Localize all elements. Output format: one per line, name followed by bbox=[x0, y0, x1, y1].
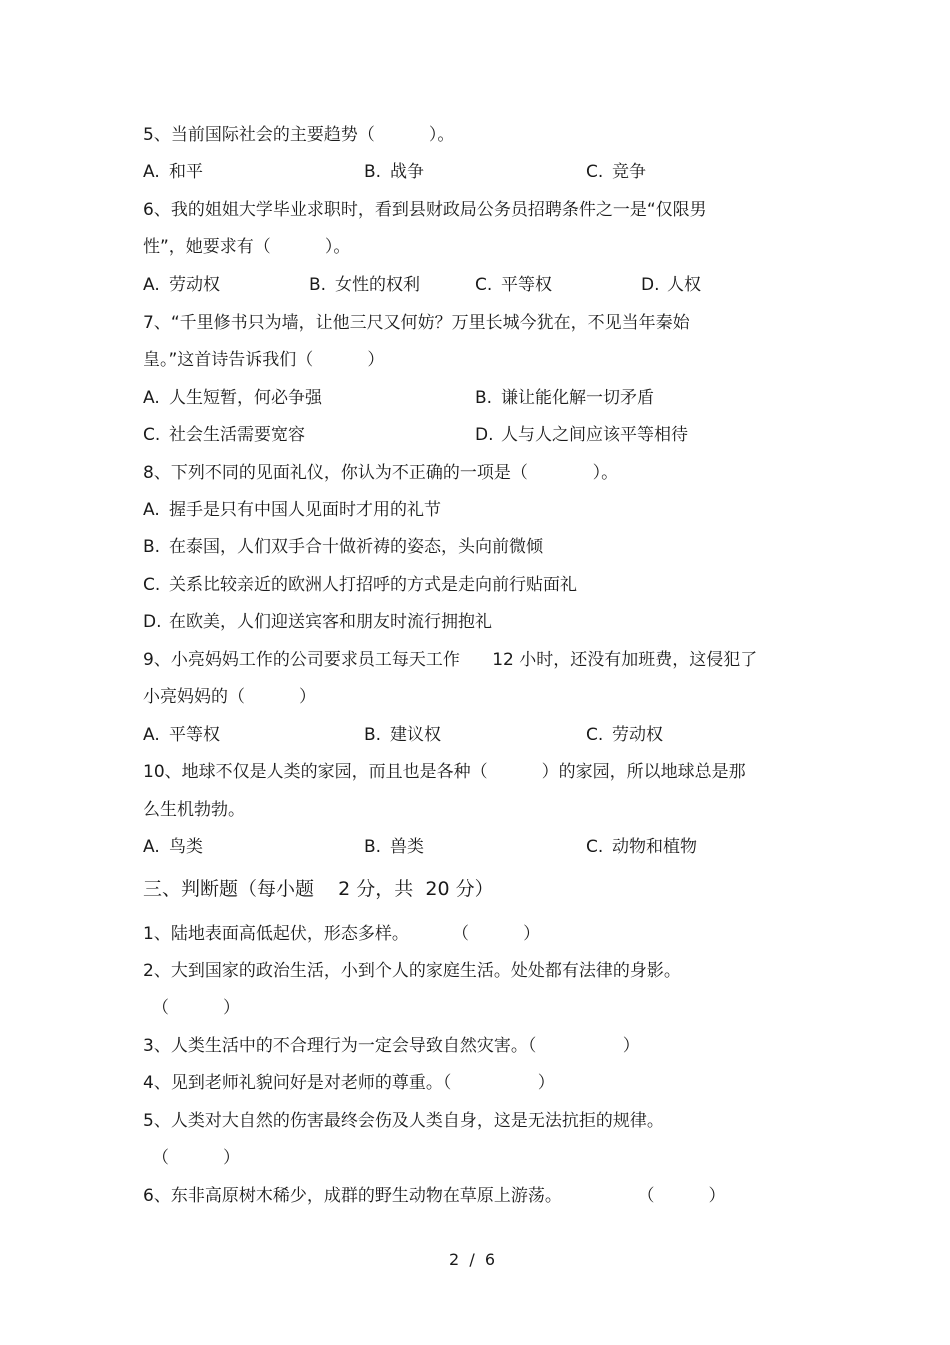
judgement-item-3: 3、人类生活中的不合理行为一定会导致自然灾害。（ ） bbox=[143, 1036, 640, 1056]
q9-option-b: B. 建议权 bbox=[364, 725, 441, 745]
judgement-item-2: 2、大到国家的政治生活，小到个人的家庭生活。处处都有法律的身影。 bbox=[143, 961, 681, 981]
q7-option-b: B. 谦让能化解一切矛盾 bbox=[475, 388, 654, 408]
q9-option-a: A. 平等权 bbox=[143, 725, 220, 745]
q8-option-b: B. 在泰国，人们双手合十做祈祷的姿态，头向前微倾 bbox=[143, 537, 543, 557]
question-10-line-2: 么生机勃勃。 bbox=[143, 800, 245, 820]
question-6-line-2: 性”，她要求有（ ）。 bbox=[143, 237, 351, 257]
q7-option-d: D. 人与人之间应该平等相待 bbox=[475, 425, 688, 445]
judgement-item-5: 5、人类对大自然的伤害最终会伤及人类自身，这是无法抗拒的规律。 bbox=[143, 1111, 664, 1131]
question-9-line-2: 小亮妈妈的（ ） bbox=[143, 687, 317, 707]
q8-option-d: D. 在欧美，人们迎送宾客和朋友时流行拥抱礼 bbox=[143, 612, 492, 632]
question-5: 5、当前国际社会的主要趋势（ ）。 bbox=[143, 125, 455, 145]
question-8: 8、下列不同的见面礼仪，你认为不正确的一项是（ ）。 bbox=[143, 463, 619, 483]
q6-option-c: C. 平等权 bbox=[475, 275, 552, 295]
q6-option-d: D. 人权 bbox=[641, 275, 701, 295]
judgement-item-4: 4、见到老师礼貌问好是对老师的尊重。（ ） bbox=[143, 1073, 555, 1093]
judgement-item-5-blank: （ ） bbox=[152, 1148, 241, 1168]
q10-option-c: C. 动物和植物 bbox=[586, 837, 697, 857]
section-3-title: 三、判断题（每小题 2 分，共 20 分） bbox=[143, 878, 494, 900]
judgement-item-2-blank: （ ） bbox=[152, 998, 241, 1018]
q10-option-a: A. 鸟类 bbox=[143, 837, 203, 857]
question-7-line-2: 皇。”这首诗告诉我们（ ） bbox=[143, 350, 385, 370]
page-number: 2 / 6 bbox=[449, 1250, 496, 1269]
q7-option-c: C. 社会生活需要宽容 bbox=[143, 425, 305, 445]
q5-option-a: A. 和平 bbox=[143, 162, 203, 182]
judgement-item-1: 1、陆地表面高低起伏，形态多样。 （ ） bbox=[143, 924, 541, 944]
q6-option-a: A. 劳动权 bbox=[143, 275, 220, 295]
question-9-line-1: 9、小亮妈妈工作的公司要求员工每天工作 12 小时，还没有加班费，这侵犯了 bbox=[143, 650, 758, 670]
question-6-line-1: 6、我的姐姐大学毕业求职时，看到县财政局公务员招聘条件之一是“仅限男 bbox=[143, 200, 707, 220]
q7-option-a: A. 人生短暂，何必争强 bbox=[143, 388, 322, 408]
q9-option-c: C. 劳动权 bbox=[586, 725, 663, 745]
q6-option-b: B. 女性的权利 bbox=[309, 275, 420, 295]
q5-option-b: B. 战争 bbox=[364, 162, 424, 182]
judgement-item-6: 6、东非高原树木稀少，成群的野生动物在草原上游荡。 （ ） bbox=[143, 1186, 726, 1206]
q10-option-b: B. 兽类 bbox=[364, 837, 424, 857]
q8-option-c: C. 关系比较亲近的欧洲人打招呼的方式是走向前行贴面礼 bbox=[143, 575, 577, 595]
question-10-line-1: 10、地球不仅是人类的家园，而且也是各种（ ）的家园，所以地球总是那 bbox=[143, 762, 746, 782]
q5-option-c: C. 竞争 bbox=[586, 162, 646, 182]
q8-option-a: A. 握手是只有中国人见面时才用的礼节 bbox=[143, 500, 441, 520]
question-7-line-1: 7、“千里修书只为墙，让他三尺又何妨？万里长城今犹在，不见当年秦始 bbox=[143, 313, 690, 333]
